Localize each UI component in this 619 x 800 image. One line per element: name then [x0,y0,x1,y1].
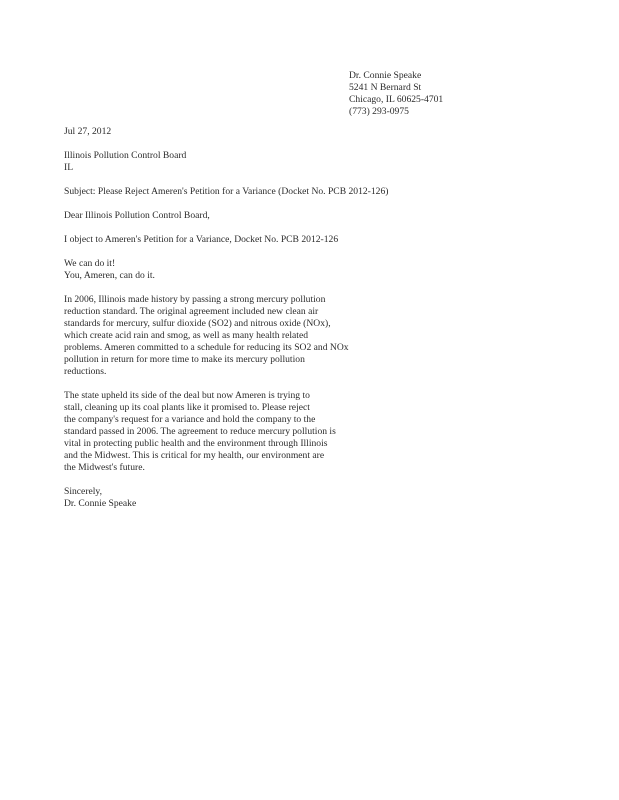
letter-date: Jul 27, 2012 [64,126,112,137]
valediction: Sincerely, [64,486,103,497]
sender-address-block [349,70,589,118]
paragraph-line: You, Ameren, can do it. [64,270,155,281]
recipient-state: IL [64,162,74,173]
paragraph-line: reductions. [64,366,107,377]
paragraph-line: We can do it! [64,258,116,269]
paragraph-line: and the Midwest. This is critical for my health, our environment are [64,450,325,461]
paragraph-line: standard passed in 2006. The agreement to reduce mercury pollution is [64,426,336,437]
paragraph-line: reduction standard. The original agreement included new clean air [64,306,319,317]
paragraph-line: standards for mercury, sulfur dioxide (SO2) and nitrous oxide (NOx), [64,318,331,329]
subject-line: Subject: Please Reject Ameren's Petition for a Variance (Docket No. PCB 2012-126) [64,186,389,197]
greeting: Dear Illinois Pollution Control Board, [64,210,210,221]
paragraph-line: stall, cleaning up its coal plants like it promised to. Please reject [64,402,310,413]
paragraph-line: In 2006, Illinois made history by passing a strong mercury pollution [64,294,326,305]
paragraph-request [64,390,364,474]
recipient-name: Illinois Pollution Control Board [64,150,187,161]
closing-block [64,486,364,510]
paragraph-encouragement [64,258,364,282]
paragraph-line: which create acid rain and smog, as well as many health related [64,330,309,341]
paragraph-line: the Midwest's future. [64,462,145,473]
paragraph-line: The state upheld its side of the deal but now Ameren is trying to [64,390,310,401]
paragraph-line: problems. Ameren committed to a schedule for reducing its SO2 and NOx [64,342,349,353]
paragraph-line: the company's request for a variance and hold the company to the [64,414,316,425]
sender-city: Chicago, IL 60625-4701 [349,94,444,105]
recipient-block [64,150,364,174]
sender-name: Dr. Connie Speake [349,70,422,81]
sender-street: 5241 N Bernard St [349,82,422,93]
paragraph-line: pollution in return for more time to make its mercury pollution [64,354,305,365]
paragraph-objection: I object to Ameren's Petition for a Variance, Docket No. PCB 2012-126 [64,234,339,245]
sender-phone: (773) 293-0975 [349,106,409,117]
signature-name: Dr. Connie Speake [64,498,137,509]
letter-body [64,126,389,510]
paragraph-line: vital in protecting public health and the environment through Illinois [64,438,328,449]
paragraph-history [64,294,364,378]
